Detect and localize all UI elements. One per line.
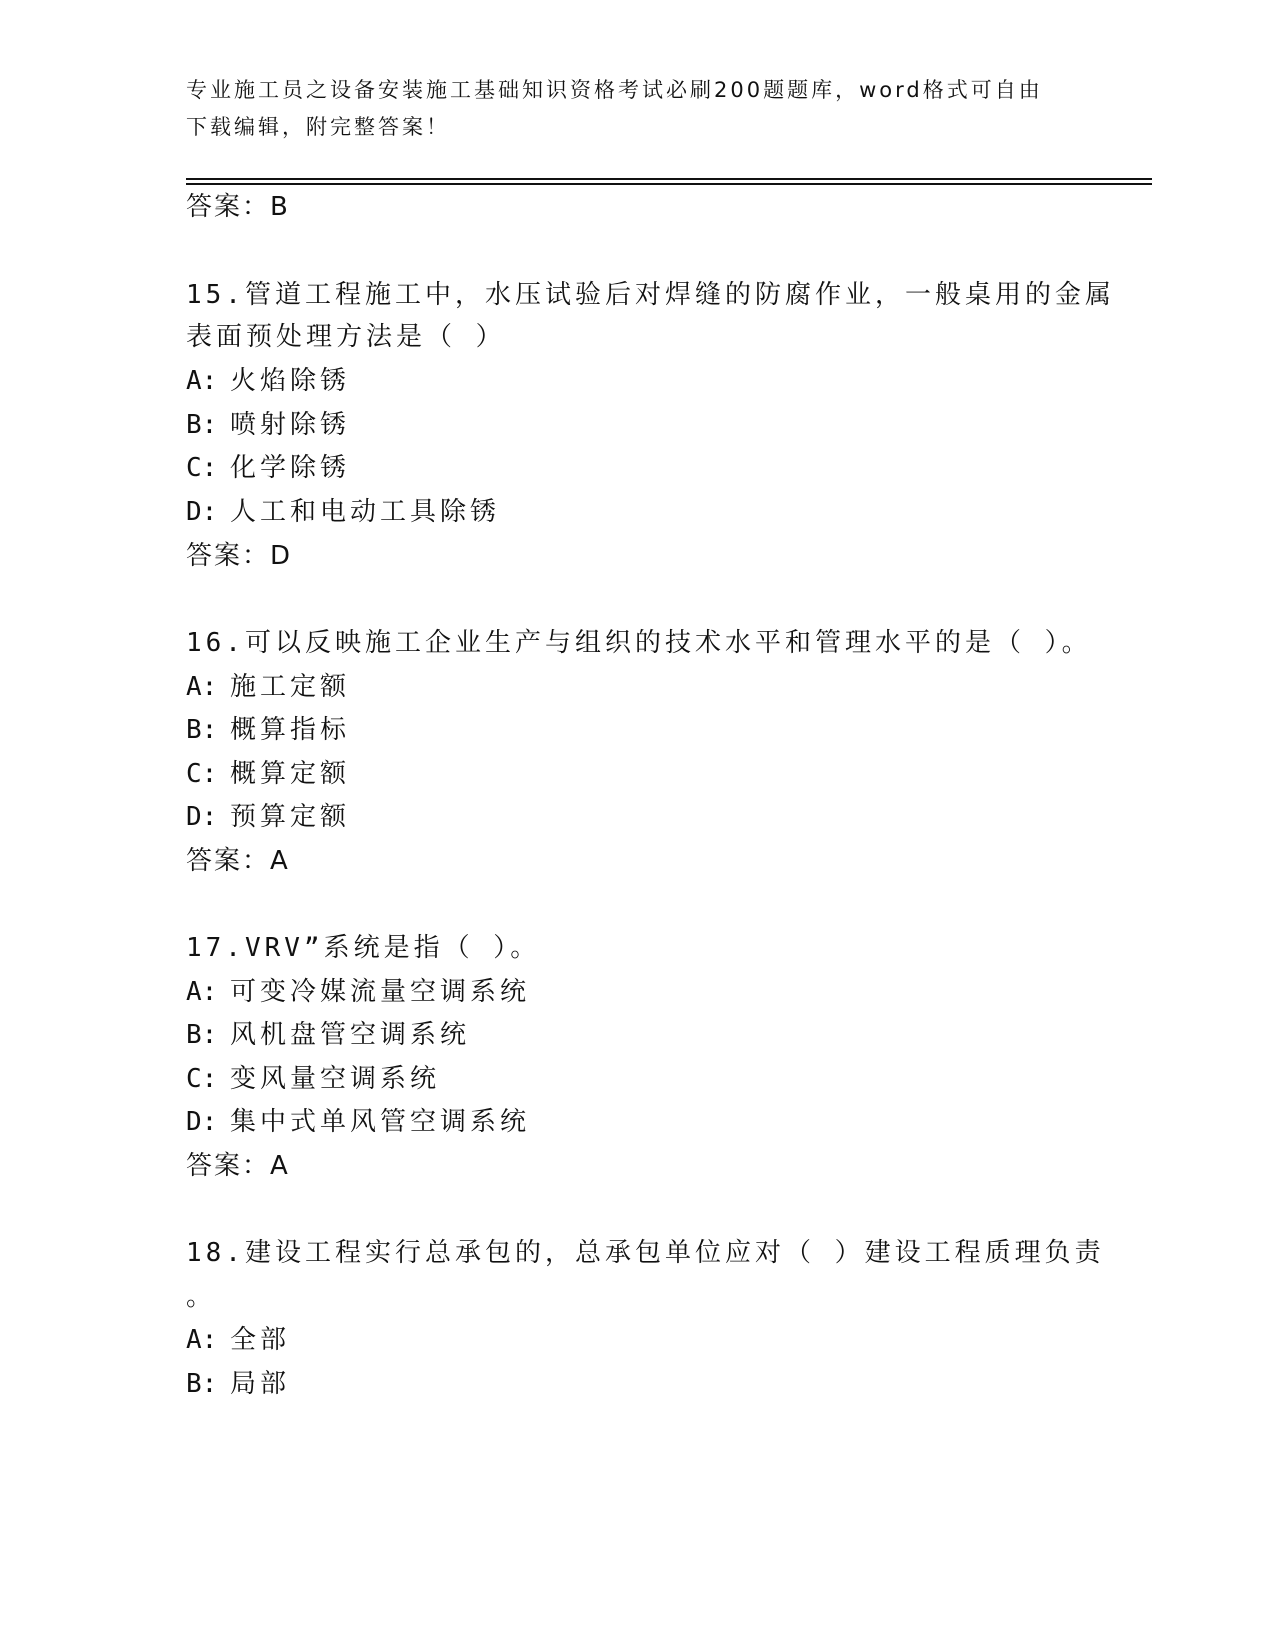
option-a: A: 全部 (186, 1325, 291, 1355)
answer-previous: 答案：B (186, 192, 290, 222)
question-stem-line-1: 17.VRV”系统是指（ ）。 (186, 933, 541, 963)
question-stem-line-1: 18.建设工程实行总承包的，总承包单位应对（ ）建设工程质理负责 (186, 1238, 1105, 1268)
answer: 答案：A (186, 846, 290, 876)
header-title-line-2: 下载编辑，附完整答案！ (186, 115, 450, 139)
question-stem-line-1: 16.可以反映施工企业生产与组织的技术水平和管理水平的是（ ）。 (186, 628, 1092, 658)
option-c: C: 化学除锈 (186, 453, 351, 483)
option-d: D: 预算定额 (186, 802, 351, 832)
answer: 答案：D (186, 541, 293, 571)
question-stem-line-1: 15.管道工程施工中，水压试验后对焊缝的防腐作业，一般桌用的金属 (186, 280, 1115, 310)
option-c: C: 概算定额 (186, 759, 351, 789)
answer: 答案：A (186, 1151, 290, 1181)
option-d: D: 集中式单风管空调系统 (186, 1107, 531, 1137)
header-divider-bottom (186, 183, 1152, 185)
header-divider-top (186, 178, 1152, 180)
question-stem-line-2: 。 (186, 1282, 217, 1312)
option-c: C: 变风量空调系统 (186, 1064, 441, 1094)
option-b: B: 局部 (186, 1369, 291, 1399)
option-a: A: 施工定额 (186, 672, 351, 702)
option-a: A: 火焰除锈 (186, 366, 351, 396)
option-b: B: 概算指标 (186, 715, 351, 745)
document-header (186, 72, 1086, 146)
option-d: D: 人工和电动工具除锈 (186, 497, 501, 527)
option-b: B: 喷射除锈 (186, 410, 351, 440)
option-b: B: 风机盘管空调系统 (186, 1020, 471, 1050)
option-a: A: 可变冷媒流量空调系统 (186, 977, 531, 1007)
question-stem-line-2: 表面预处理方法是（ ） (186, 322, 506, 352)
header-title-line-1: 专业施工员之设备安装施工基础知识资格考试必刷200题题库，word格式可自由 (186, 78, 1043, 102)
